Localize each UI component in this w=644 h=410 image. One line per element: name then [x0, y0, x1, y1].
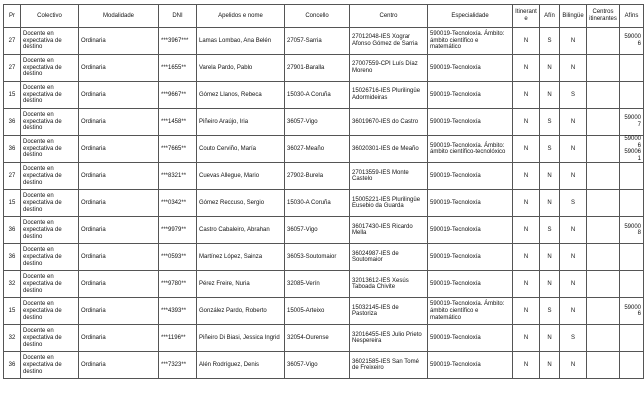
cell-especialidade: 590019-Tecnoloxía. Ámbito: ámbito científico e matemático: [428, 298, 513, 325]
cell-afins: 590006 590061: [620, 136, 644, 163]
cell-colectivo: Docente en expectativa de destino: [21, 82, 79, 109]
cell-itinerante: N: [513, 82, 540, 109]
cell-especialidade: 590019-Tecnoloxía: [428, 325, 513, 352]
cell-pr: 15: [4, 82, 21, 109]
cell-itinerante: N: [513, 109, 540, 136]
cell-dni: ***1196**: [159, 325, 197, 352]
cell-dni: ***9667**: [159, 82, 197, 109]
table-row: [4, 82, 644, 109]
cell-nome: Piñeiro Di Biasi, Jessica Ingrid: [197, 325, 285, 352]
header-concello: Concello: [285, 5, 350, 28]
cell-modalidade: Ordinaria: [79, 352, 159, 379]
cell-concello: 36053-Soutomaior: [285, 244, 350, 271]
cell-especialidade: 590019-Tecnoloxía. Ámbito: ámbito científico-tecnolóxico: [428, 136, 513, 163]
cell-centro: 27012048-IES Xograr Afonso Gómez de Sarria: [350, 28, 428, 55]
cell-concello: 27057-Sarria: [285, 28, 350, 55]
cell-dni: ***3967***: [159, 28, 197, 55]
cell-centro: 36021585-IES San Tomé de Freixeiro: [350, 352, 428, 379]
cell-nome: Martínez López, Sainza: [197, 244, 285, 271]
cell-concello: 36027-Meaño: [285, 136, 350, 163]
cell-modalidade: Ordinaria: [79, 298, 159, 325]
cell-nome: Varela Pardo, Pablo: [197, 55, 285, 82]
cell-concello: 32085-Verín: [285, 271, 350, 298]
cell-afins: 590006: [620, 28, 644, 55]
cell-centros-itinerantes: [587, 190, 620, 217]
cell-especialidade: 590019-Tecnoloxía: [428, 352, 513, 379]
table-row: [4, 352, 644, 379]
cell-afin: N: [540, 82, 560, 109]
cell-bilingue: N: [560, 298, 587, 325]
cell-concello: 27901-Baralla: [285, 55, 350, 82]
cell-centro: 32016455-IES Julio Prieto Nespereira: [350, 325, 428, 352]
cell-afin: N: [540, 325, 560, 352]
header-especialidade: Especialidade: [428, 5, 513, 28]
cell-itinerante: N: [513, 136, 540, 163]
header-nome: Apelidos e nome: [197, 5, 285, 28]
cell-bilingue: S: [560, 190, 587, 217]
cell-centros-itinerantes: [587, 298, 620, 325]
cell-pr: 36: [4, 109, 21, 136]
table-row: [4, 190, 644, 217]
cell-colectivo: Docente en expectativa de destino: [21, 136, 79, 163]
table-row: [4, 109, 644, 136]
cell-colectivo: Docente en expectativa de destino: [21, 190, 79, 217]
cell-concello: 15005-Arteixo: [285, 298, 350, 325]
cell-afin: S: [540, 28, 560, 55]
cell-itinerante: N: [513, 28, 540, 55]
cell-concello: 15030-A Coruña: [285, 82, 350, 109]
cell-centros-itinerantes: [587, 55, 620, 82]
cell-especialidade: 590019-Tecnoloxía: [428, 217, 513, 244]
cell-afin: S: [540, 298, 560, 325]
cell-afins: [620, 271, 644, 298]
cell-itinerante: N: [513, 352, 540, 379]
cell-especialidade: 590019-Tecnoloxía: [428, 163, 513, 190]
cell-pr: 36: [4, 352, 21, 379]
header-modalidade: Modalidade: [79, 5, 159, 28]
cell-centros-itinerantes: [587, 325, 620, 352]
cell-modalidade: Ordinaria: [79, 136, 159, 163]
cell-centros-itinerantes: [587, 352, 620, 379]
cell-pr: 27: [4, 55, 21, 82]
cell-dni: ***1458**: [159, 109, 197, 136]
cell-pr: 15: [4, 298, 21, 325]
cell-centro: 15032145-IES de Pastoriza: [350, 298, 428, 325]
cell-itinerante: N: [513, 163, 540, 190]
cell-dni: ***7665**: [159, 136, 197, 163]
cell-pr: 32: [4, 271, 21, 298]
cell-itinerante: N: [513, 55, 540, 82]
cell-modalidade: Ordinaria: [79, 163, 159, 190]
cell-afins: [620, 190, 644, 217]
cell-afin: N: [540, 244, 560, 271]
cell-afins: [620, 352, 644, 379]
cell-concello: 36057-Vigo: [285, 352, 350, 379]
cell-centros-itinerantes: [587, 28, 620, 55]
cell-especialidade: 590019-Tecnoloxía: [428, 271, 513, 298]
table-row: [4, 217, 644, 244]
cell-nome: Alén Rodríguez, Denis: [197, 352, 285, 379]
cell-especialidade: 590019-Tecnoloxía: [428, 82, 513, 109]
cell-nome: Castro Cabaleiro, Abrahan: [197, 217, 285, 244]
cell-concello: 32054-Ourense: [285, 325, 350, 352]
cell-itinerante: N: [513, 244, 540, 271]
cell-modalidade: Ordinaria: [79, 28, 159, 55]
cell-dni: ***4393**: [159, 298, 197, 325]
cell-colectivo: Docente en expectativa de destino: [21, 325, 79, 352]
cell-concello: 27902-Burela: [285, 163, 350, 190]
cell-dni: ***1655**: [159, 55, 197, 82]
cell-colectivo: Docente en expectativa de destino: [21, 217, 79, 244]
cell-afins: [620, 55, 644, 82]
cell-afin: N: [540, 190, 560, 217]
cell-pr: 15: [4, 190, 21, 217]
cell-afins: 590006: [620, 298, 644, 325]
cell-nome: Pérez Freire, Nuria: [197, 271, 285, 298]
cell-colectivo: Docente en expectativa de destino: [21, 28, 79, 55]
table-row: [4, 136, 644, 163]
cell-afin: S: [540, 217, 560, 244]
cell-modalidade: Ordinaria: [79, 325, 159, 352]
cell-dni: ***0342**: [159, 190, 197, 217]
cell-nome: Lamas Lombao, Ana Belén: [197, 28, 285, 55]
cell-bilingue: S: [560, 325, 587, 352]
cell-afin: N: [540, 271, 560, 298]
cell-afin: N: [540, 163, 560, 190]
cell-afins: [620, 163, 644, 190]
cell-centro: 36024987-IES de Soutomaior: [350, 244, 428, 271]
header-centros-itinerantes: Centros itinerantes: [587, 5, 620, 28]
cell-centro: 32013612-IES Xesús Taboada Chivite: [350, 271, 428, 298]
table-row: [4, 298, 644, 325]
cell-afins: [620, 82, 644, 109]
cell-modalidade: Ordinaria: [79, 244, 159, 271]
cell-nome: Gómez Llanos, Rebeca: [197, 82, 285, 109]
header-afins: Afíns: [620, 5, 644, 28]
header-centro: Centro: [350, 5, 428, 28]
cell-dni: ***9979**: [159, 217, 197, 244]
header-row: [4, 5, 644, 28]
cell-colectivo: Docente en expectativa de destino: [21, 271, 79, 298]
cell-pr: 36: [4, 217, 21, 244]
table-row: [4, 163, 644, 190]
cell-nome: Couto Cerviño, María: [197, 136, 285, 163]
cell-itinerante: N: [513, 325, 540, 352]
cell-bilingue: N: [560, 28, 587, 55]
cell-dni: ***7323**: [159, 352, 197, 379]
cell-concello: 15030-A Coruña: [285, 190, 350, 217]
table-row: [4, 55, 644, 82]
cell-colectivo: Docente en expectativa de destino: [21, 55, 79, 82]
cell-especialidade: 590019-Tecnoloxía: [428, 190, 513, 217]
cell-especialidade: 590019-Tecnoloxía: [428, 244, 513, 271]
table-row: [4, 271, 644, 298]
cell-bilingue: N: [560, 217, 587, 244]
table-row: [4, 325, 644, 352]
cell-nome: Gómez Reccuso, Sergio: [197, 190, 285, 217]
table-row: [4, 28, 644, 55]
cell-especialidade: 590019-Tecnoloxía: [428, 55, 513, 82]
cell-centros-itinerantes: [587, 109, 620, 136]
cell-afins: 590008: [620, 217, 644, 244]
cell-modalidade: Ordinaria: [79, 190, 159, 217]
cell-modalidade: Ordinaria: [79, 82, 159, 109]
cell-dni: ***8321**: [159, 163, 197, 190]
cell-concello: 36057-Vigo: [285, 109, 350, 136]
header-bilingue: Bilingüe: [560, 5, 587, 28]
cell-bilingue: N: [560, 109, 587, 136]
cell-modalidade: Ordinaria: [79, 109, 159, 136]
header-afin: Afín: [540, 5, 560, 28]
cell-nome: González Pardo, Roberto: [197, 298, 285, 325]
cell-afin: N: [540, 55, 560, 82]
cell-afins: [620, 244, 644, 271]
cell-bilingue: N: [560, 136, 587, 163]
cell-nome: Cuevas Allegue, Mario: [197, 163, 285, 190]
cell-afin: S: [540, 136, 560, 163]
cell-centros-itinerantes: [587, 271, 620, 298]
assignments-table: [3, 4, 644, 379]
cell-centros-itinerantes: [587, 244, 620, 271]
cell-centros-itinerantes: [587, 136, 620, 163]
cell-dni: ***9780**: [159, 271, 197, 298]
header-pr: Pr: [4, 5, 21, 28]
cell-afin: N: [540, 352, 560, 379]
cell-pr: 32: [4, 325, 21, 352]
cell-modalidade: Ordinaria: [79, 271, 159, 298]
cell-colectivo: Docente en expectativa de destino: [21, 109, 79, 136]
header-dni: DNI: [159, 5, 197, 28]
cell-nome: Piñeiro Araújo, Iria: [197, 109, 285, 136]
cell-pr: 27: [4, 163, 21, 190]
cell-bilingue: S: [560, 82, 587, 109]
cell-centros-itinerantes: [587, 82, 620, 109]
cell-centro: 27007559-CPI Luís Díaz Moreno: [350, 55, 428, 82]
cell-bilingue: N: [560, 163, 587, 190]
table-body: [4, 28, 644, 379]
cell-modalidade: Ordinaria: [79, 217, 159, 244]
cell-afin: S: [540, 109, 560, 136]
cell-concello: 36057-Vigo: [285, 217, 350, 244]
cell-especialidade: 590019-Tecnoloxía. Ámbito: ámbito científico e matemático: [428, 28, 513, 55]
cell-centro: 15005221-IES Plurilingüe Eusebio da Guarda: [350, 190, 428, 217]
cell-colectivo: Docente en expectativa de destino: [21, 352, 79, 379]
cell-itinerante: N: [513, 217, 540, 244]
cell-afins: [620, 325, 644, 352]
cell-itinerante: N: [513, 271, 540, 298]
header-colectivo: Colectivo: [21, 5, 79, 28]
cell-colectivo: Docente en expectativa de destino: [21, 244, 79, 271]
cell-centros-itinerantes: [587, 163, 620, 190]
cell-bilingue: N: [560, 271, 587, 298]
cell-colectivo: Docente en expectativa de destino: [21, 163, 79, 190]
cell-centro: 36017430-IES Ricardo Mella: [350, 217, 428, 244]
cell-afins: 590007: [620, 109, 644, 136]
cell-itinerante: N: [513, 298, 540, 325]
cell-centro: 27013559-IES Monte Castelo: [350, 163, 428, 190]
cell-centro: 36020301-IES de Meaño: [350, 136, 428, 163]
cell-pr: 27: [4, 28, 21, 55]
header-itinerante: Itinerante: [513, 5, 540, 28]
cell-modalidade: Ordinaria: [79, 55, 159, 82]
cell-centro: 15026716-IES Plurilingüe Adormideiras: [350, 82, 428, 109]
cell-dni: ***0593**: [159, 244, 197, 271]
cell-especialidade: 590019-Tecnoloxía: [428, 109, 513, 136]
cell-centros-itinerantes: [587, 217, 620, 244]
cell-bilingue: N: [560, 352, 587, 379]
cell-colectivo: Docente en expectativa de destino: [21, 298, 79, 325]
cell-bilingue: N: [560, 244, 587, 271]
cell-pr: 36: [4, 244, 21, 271]
cell-centro: 36019670-IES do Castro: [350, 109, 428, 136]
table-row: [4, 244, 644, 271]
cell-pr: 36: [4, 136, 21, 163]
cell-bilingue: N: [560, 55, 587, 82]
cell-itinerante: N: [513, 190, 540, 217]
